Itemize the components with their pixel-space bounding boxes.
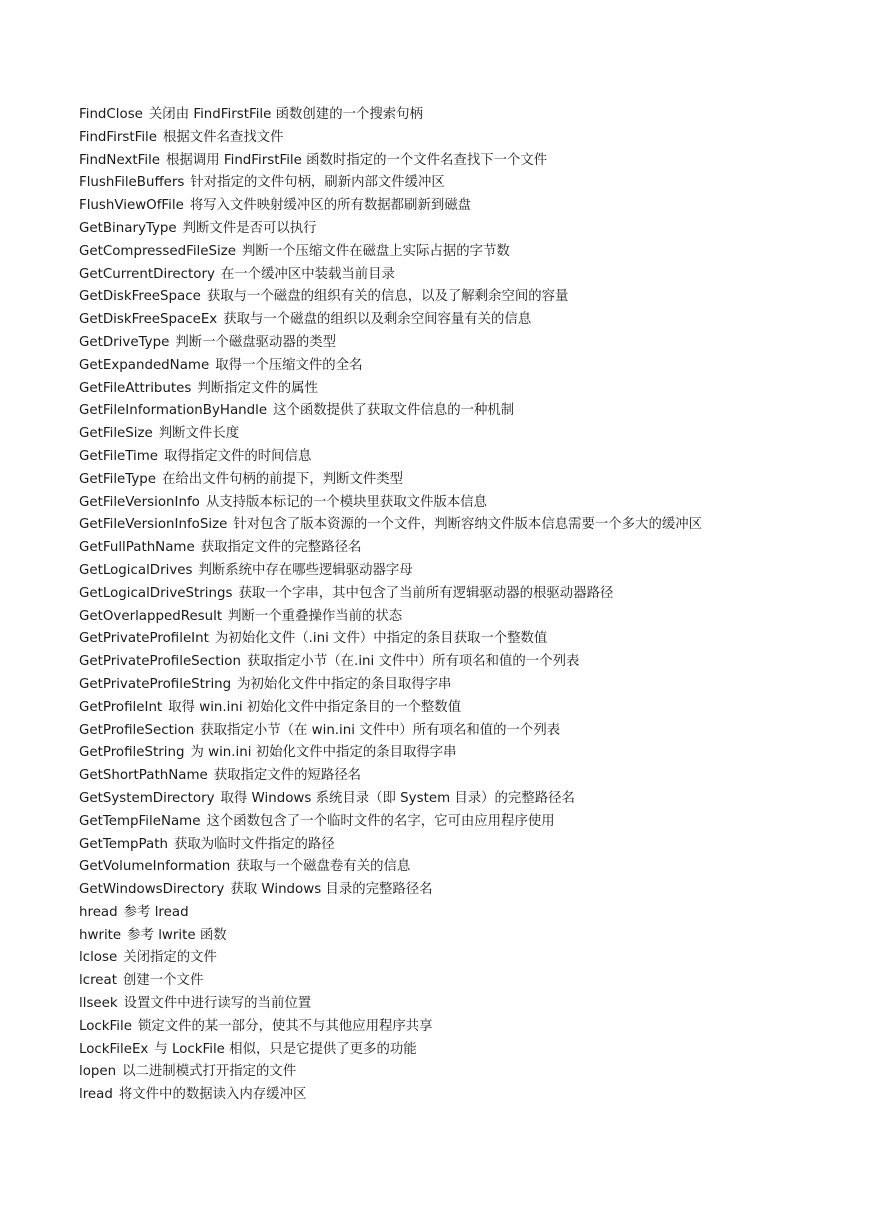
function-name: GetFileTime xyxy=(79,448,159,464)
function-name: hwrite xyxy=(79,927,122,943)
function-description: 获取指定小节（在 win.ini 文件中）所有项名和值的一个列表 xyxy=(200,722,561,738)
list-item xyxy=(79,925,859,948)
function-description: 这个函数提供了获取文件信息的一种机制 xyxy=(273,403,515,419)
function-description: 创建一个文件 xyxy=(123,973,204,989)
function-name: lread xyxy=(79,1087,113,1103)
function-description: 在给出文件句柄的前提下，判断文件类型 xyxy=(162,471,404,487)
function-description: 获取指定小节（在.ini 文件中）所有项名和值的一个列表 xyxy=(246,654,580,670)
function-description: 针对指定的文件句柄，刷新内部文件缓冲区 xyxy=(190,175,445,191)
function-name: GetCurrentDirectory xyxy=(79,266,215,282)
list-item xyxy=(79,104,859,127)
list-item xyxy=(79,469,859,492)
function-name: FlushViewOfFile xyxy=(79,198,184,214)
list-item xyxy=(79,355,859,378)
function-description: 取得一个压缩文件的全名 xyxy=(215,357,363,373)
list-item xyxy=(79,1039,859,1062)
function-description: 根据调用 FindFirstFile 函数时指定的一个文件名查找下一个文件 xyxy=(166,152,548,168)
list-item xyxy=(79,172,859,195)
list-item xyxy=(79,628,859,651)
function-description: 为初始化文件（.ini 文件）中指定的条目获取一个整数值 xyxy=(214,631,548,647)
list-item xyxy=(79,492,859,515)
function-description: 为初始化文件中指定的条目取得字串 xyxy=(237,676,452,692)
function-description: 判断一个重叠操作当前的状态 xyxy=(228,608,403,624)
function-description: 获取与一个磁盘的组织以及剩余空间容量有关的信息 xyxy=(223,312,532,328)
function-description: 获取指定文件的短路径名 xyxy=(213,768,362,784)
list-item xyxy=(79,218,859,241)
function-name: GetVolumeInformation xyxy=(79,859,231,875)
list-item xyxy=(79,674,859,697)
list-item xyxy=(79,606,859,629)
list-item xyxy=(79,1016,859,1039)
list-item xyxy=(79,993,859,1016)
function-description: 与 LockFile 相似，只是它提供了更多的功能 xyxy=(154,1041,417,1057)
function-name: GetSystemDirectory xyxy=(79,790,215,806)
function-description: 判断文件是否可以执行 xyxy=(182,220,317,236)
function-name: FindClose xyxy=(79,107,143,122)
function-description: 锁定文件的某一部分，使其不与其他应用程序共享 xyxy=(137,1018,433,1034)
function-name: hread xyxy=(79,904,118,920)
list-item xyxy=(79,332,859,355)
function-name: FindNextFile xyxy=(79,152,161,168)
function-name: GetExpandedName xyxy=(79,357,210,373)
list-item xyxy=(79,195,859,218)
function-description: 参考 lread xyxy=(123,904,189,920)
function-description: 在一个缓冲区中装载当前目录 xyxy=(220,266,395,282)
list-item xyxy=(79,947,859,970)
list-item xyxy=(79,1084,859,1107)
list-item xyxy=(79,378,859,401)
list-item xyxy=(79,423,859,446)
list-item xyxy=(79,286,859,309)
function-name: GetPrivateProfileInt xyxy=(79,631,209,647)
function-description: 取得指定文件的时间信息 xyxy=(164,448,312,464)
function-name: GetShortPathName xyxy=(79,768,208,784)
function-description: 取得 win.ini 初始化文件中指定条目的一个整数值 xyxy=(168,699,462,715)
function-name: GetFullPathName xyxy=(79,540,195,556)
list-item xyxy=(79,150,859,173)
function-name: lopen xyxy=(79,1064,117,1080)
function-description: 取得 Windows 系统目录（即 System 目录）的完整路径名 xyxy=(220,790,575,806)
function-name: GetProfileString xyxy=(79,745,185,761)
function-name: GetLogicalDrives xyxy=(79,562,193,578)
function-description: 以二进制模式打开指定的文件 xyxy=(122,1064,297,1080)
function-name: lcreat xyxy=(79,973,117,989)
function-description: 获取一个字串，其中包含了当前所有逻辑驱动器的根驱动器路径 xyxy=(238,585,614,601)
function-description: 关闭指定的文件 xyxy=(123,950,217,966)
function-description: 这个函数包含了一个临时文件的名字，它可由应用程序使用 xyxy=(206,813,555,829)
list-item xyxy=(79,400,859,423)
function-name: GetProfileInt xyxy=(79,699,163,715)
function-name: GetFileSize xyxy=(79,426,153,442)
list-item xyxy=(79,811,859,834)
function-name: GetProfileSection xyxy=(79,722,195,738)
function-name: GetFileVersionInfo xyxy=(79,494,200,510)
function-description: 根据文件名查找文件 xyxy=(163,129,284,145)
list-item xyxy=(79,720,859,743)
function-description: 获取指定文件的完整路径名 xyxy=(200,540,362,556)
list-item xyxy=(79,697,859,720)
function-description: 针对包含了版本资源的一个文件，判断容纳文件版本信息需要一个多大的缓冲区 xyxy=(233,517,703,533)
function-name: GetDiskFreeSpaceEx xyxy=(79,312,218,328)
list-item xyxy=(79,127,859,150)
list-item xyxy=(79,651,859,674)
function-name: LockFileEx xyxy=(79,1041,149,1057)
function-name: GetLogicalDriveStrings xyxy=(79,585,233,601)
function-description: 获取为临时文件指定的路径 xyxy=(173,836,335,852)
function-name: GetDriveType xyxy=(79,334,170,350)
list-item xyxy=(79,446,859,469)
function-description: 设置文件中进行读写的当前位置 xyxy=(123,996,312,1012)
list-item xyxy=(79,834,859,857)
function-name: GetOverlappedResult xyxy=(79,608,223,624)
function-description: 从支持版本标记的一个模块里获取文件版本信息 xyxy=(205,494,488,510)
function-name: GetDiskFreeSpace xyxy=(79,289,201,305)
function-name: GetPrivateProfileSection xyxy=(79,654,241,670)
list-item xyxy=(79,788,859,811)
function-description: 将写入文件映射缓冲区的所有数据都刷新到磁盘 xyxy=(189,198,472,214)
function-description: 获取 Windows 目录的完整路径名 xyxy=(230,882,433,898)
function-description: 判断系统中存在哪些逻辑驱动器字母 xyxy=(198,562,413,578)
list-item xyxy=(79,560,859,583)
function-description: 为 win.ini 初始化文件中指定的条目取得字串 xyxy=(190,745,457,761)
list-item xyxy=(79,241,859,264)
function-description: 将文件中的数据读入内存缓冲区 xyxy=(118,1087,307,1103)
function-name: LockFile xyxy=(79,1018,132,1034)
list-item xyxy=(79,583,859,606)
function-description: 判断文件长度 xyxy=(158,426,240,442)
function-name: GetCompressedFileSize xyxy=(79,243,236,259)
function-description: 获取与一个磁盘的组织有关的信息，以及了解剩余空间的容量 xyxy=(206,289,569,305)
list-item xyxy=(79,514,859,537)
function-description: 判断指定文件的属性 xyxy=(197,380,318,396)
function-name: llseek xyxy=(79,996,118,1012)
function-description: 关闭由 FindFirstFile 函数创建的一个搜索句柄 xyxy=(148,107,423,122)
function-name: GetWindowsDirectory xyxy=(79,882,225,898)
list-item xyxy=(79,1061,859,1084)
list-item xyxy=(79,970,859,993)
list-item xyxy=(79,264,859,287)
function-name: GetFileInformationByHandle xyxy=(79,403,268,419)
list-item xyxy=(79,309,859,332)
function-description: 参考 lwrite 函数 xyxy=(127,927,227,943)
function-name: FlushFileBuffers xyxy=(79,175,185,191)
function-name: GetBinaryType xyxy=(79,220,177,236)
function-name: GetTempPath xyxy=(79,836,168,852)
function-name: GetFileVersionInfoSize xyxy=(79,517,228,533)
list-item xyxy=(79,765,859,788)
function-description: 判断一个压缩文件在磁盘上实际占据的字节数 xyxy=(242,243,510,259)
function-name: GetTempFileName xyxy=(79,813,201,829)
function-name: GetPrivateProfileString xyxy=(79,676,232,692)
list-item xyxy=(79,537,859,560)
function-name: lclose xyxy=(79,950,118,966)
function-description: 获取与一个磁盘卷有关的信息 xyxy=(236,859,411,875)
function-name: GetFileAttributes xyxy=(79,380,192,396)
list-item xyxy=(79,902,859,925)
api-function-list xyxy=(79,104,859,1107)
list-item xyxy=(79,879,859,902)
function-name: FindFirstFile xyxy=(79,129,158,145)
list-item xyxy=(79,856,859,879)
function-description: 判断一个磁盘驱动器的类型 xyxy=(175,334,337,350)
list-item xyxy=(79,742,859,765)
function-name: GetFileType xyxy=(79,471,157,487)
